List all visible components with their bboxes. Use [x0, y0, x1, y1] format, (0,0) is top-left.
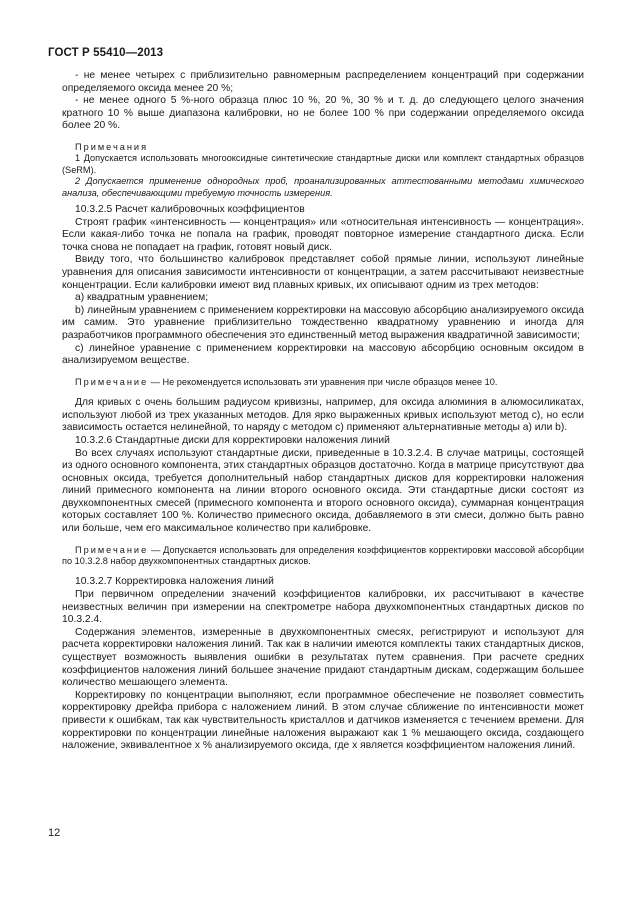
note-label: Примечание	[75, 544, 149, 555]
page-number: 12	[48, 827, 61, 839]
notes-title: Примечания	[75, 141, 149, 152]
section-10325-note	[62, 377, 584, 388]
section-10326-note	[62, 545, 584, 568]
section-10325-paragraph-1: Строят график «интенсивность — концентрация» или «относительная интенсивность — концентрация». Если какая-либо точка не попала на график, проводят повторное измерение стандартного диска. Если точка снова не попадает на график, готовят новый диск.	[62, 216, 584, 253]
section-10327-paragraph-3: Корректировку по концентрации выполняют, если программное обеспечение не позволяет совместить корректировку дрейфа прибора с наложением линий. В этом случае сближение по интенсивности может привести к ошибкам, так как чувствительность кристаллов и датчиков изменяется с течением времени. Для корректировки по концентрации линейные наложения выражают как 1 % мешающего оксида, создающего наложение, эквивалентное х % анализируемого оксида, где х является коэффициентом наложения линий.	[62, 689, 584, 752]
page-content	[62, 70, 584, 753]
note-label: Примечание	[75, 376, 149, 387]
section-10327-paragraph-2: Содержания элементов, измеренные в двухкомпонентных смесях, регистрируют и используют для расчета корректировки наложения линий. Так как в наличии имеются комплекты таких стандартных дисков, существует возможность выявления ошибки в результатах путем сравнения. При расчете средних коэффициентов наложения линий большее значение придают стандартным дискам, содержащим большее количество мешающего элемента.	[62, 626, 584, 689]
section-10326-paragraph-1: Во всех случаях используют стандартные диски, приведенные в 10.3.2.4. В случае матрицы, состоящей из одного основного компонента, этих стандартных образцов достаточно. Когда в матрице присутствуют два основных оксида, требуется дополнительный набор стандартных дисков для корректировки наложения линий примесного компонента на линии второго основного оксида. Эти стандартные диски состоят из двухкомпонентных смесей (примесного компонента и второго основного оксида), суммарная концентрация которых составляет 100 %. Количество примесного оксида, добавляемого в эти смеси, должно быть равно или больше, чем его максимальное количество при калибровке.	[62, 447, 584, 535]
section-10325-paragraph-3: Для кривых с очень большим радиусом кривизны, например, для оксида алюминия в алюмосиликатах, используют любой из трех указанных методов. Для ярко выраженных кривых используют метод с), но если зависимость остается нелинейной, то наряду с методом с) применяют альтернативные методы а) или b).	[62, 397, 584, 434]
note-1: 1 Допускается использовать многооксидные синтетические стандартные диски или комплект стандартных образцов (SeRM).	[62, 153, 584, 175]
method-c: с) линейное уравнение с применением корректировки на массовую абсорбцию основным оксидом в анализируемом веществе.	[62, 342, 584, 367]
method-a: а) квадратным уравнением;	[75, 292, 209, 304]
note-2: 2 Допускается применение однородных проб, проанализированных аттестованными методами химического анализа, обеспечивающими требуемую точность измерения.	[62, 176, 584, 198]
standard-header: ГОСТ Р 55410—2013	[48, 47, 164, 59]
method-b: b) линейным уравнением с применением корректировки на массовую абсорбцию анализируемого оксида им самим. Это уравнение приблизительно тождественно квадратному уравнению и иногда для разработчиков программного обеспечения это единственный метод выражения квадратичной зависимости;	[62, 304, 584, 341]
intro-item-1: - не менее четырех с приблизительно равномерным распределением концентраций при содержании определяемого оксида менее 20 %;	[62, 70, 584, 94]
section-10325-heading: 10.3.2.5 Расчет калибровочных коэффициентов	[75, 204, 305, 215]
section-10326-heading: 10.3.2.6 Стандартные диски для корректировки наложения линий	[75, 434, 390, 446]
intro-item-2: - не менее одного 5 %-ного образца плюс 10 %, 20 %, 30 % и т. д. до следующего целого значения кратного 10 % выше диапазона калибровки, но не более 100 % при содержании определяемого оксида более 20 %.	[62, 95, 584, 132]
note-text: — Не рекомендуется использовать эти уравнения при числе образцов менее 10.	[148, 376, 498, 387]
section-10327-paragraph-1: При первичном определении значений коэффициентов калибровки, их рассчитывают в качестве неизвестных величин при измерении на спектрометре набора двухкомпонентных стандартных дисков по 10.3.2.4.	[62, 589, 584, 626]
note-text: — Допускается использовать для определения коэффициентов корректировки массовой абсорбции по 10.3.2.8 набор двухкомпонентных стандартных дисков.	[62, 544, 584, 567]
section-10327-heading: 10.3.2.7 Корректировка наложения линий	[75, 576, 274, 588]
section-10325-paragraph-2: Ввиду того, что большинство калибровок представляет собой прямые линии, используют линейные уравнения для описания зависимости интенсивности от концентрации, а затем рассчитывают неизвестные концентрации. Если калибровки имеют вид плавных кривых, их описывают одним из трех методов:	[62, 254, 584, 291]
